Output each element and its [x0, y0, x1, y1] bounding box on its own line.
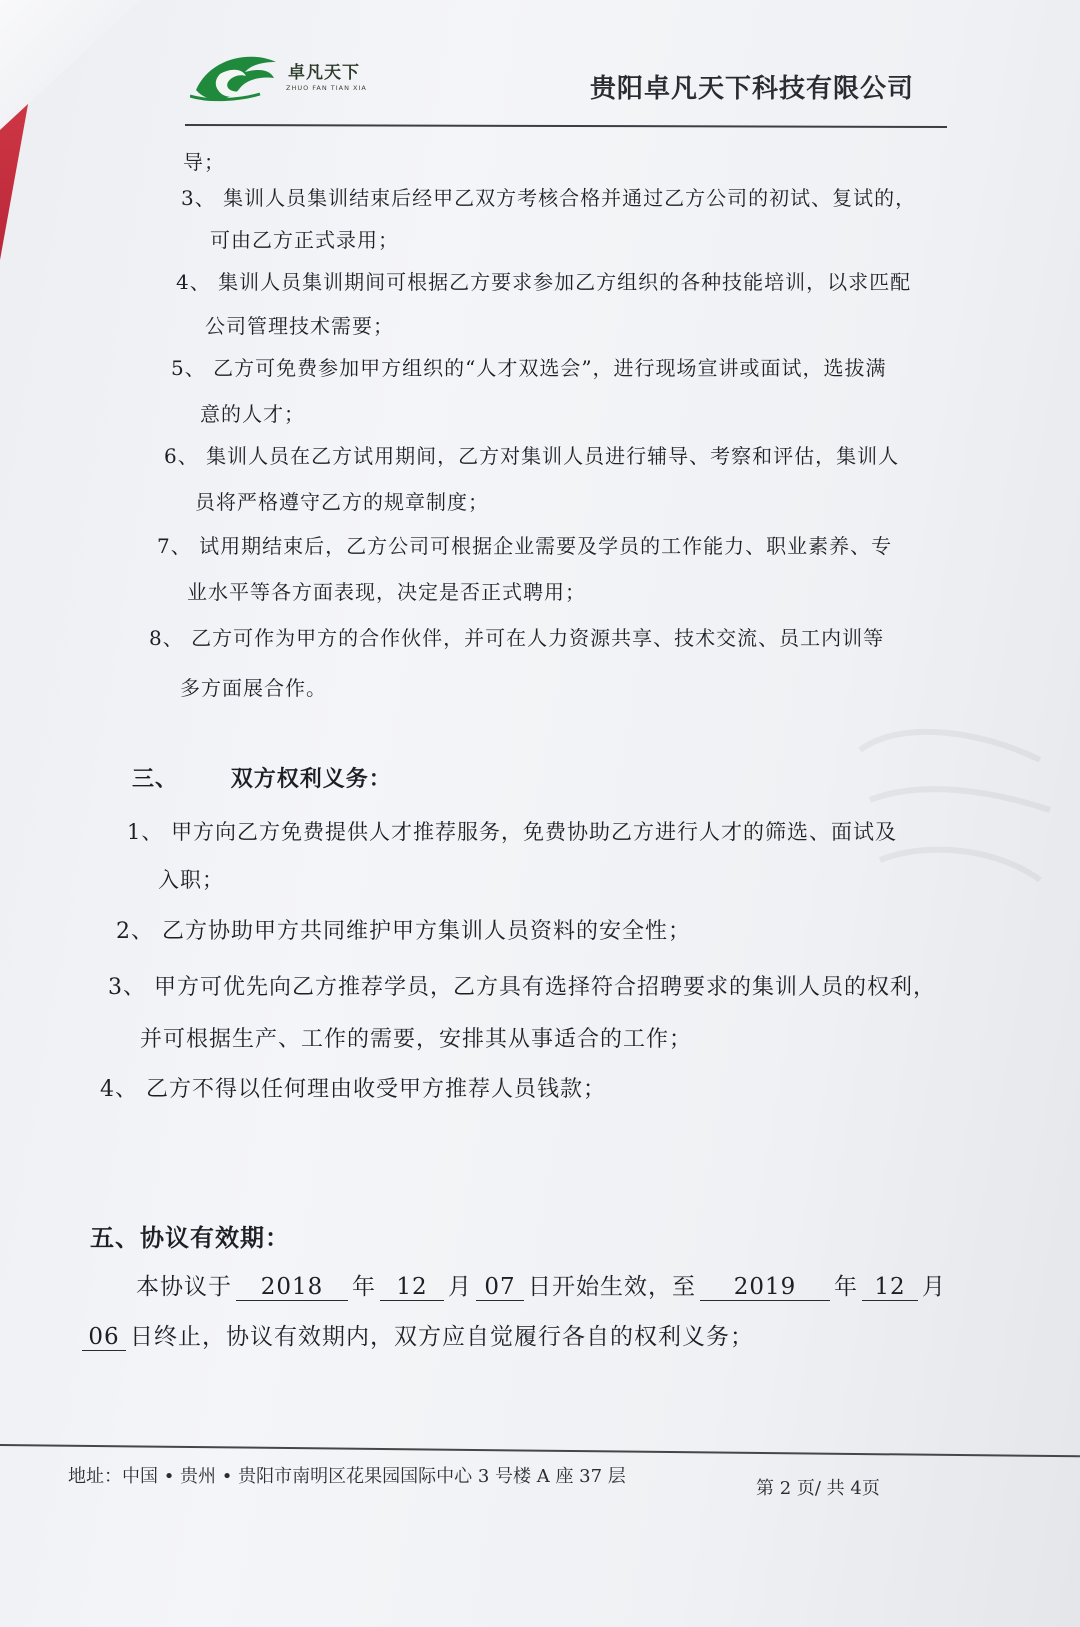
- item-number: 2、: [116, 919, 154, 944]
- month-label: 月: [448, 1274, 472, 1300]
- year-label: 年: [352, 1274, 376, 1300]
- page-number: 第 2 页/ 共 4页: [756, 1478, 880, 1499]
- folded-paper-corner: [0, 0, 140, 130]
- item-text: 集训人员在乙方试用期间，乙方对集训人员进行辅导、考察和评估，集训人: [206, 444, 900, 468]
- list-item: [176, 266, 911, 295]
- month-label: 月: [922, 1274, 946, 1300]
- item-text-continued: 业水平等各方面表现，决定是否正式聘用；: [187, 580, 586, 604]
- end-year-field: 2019: [700, 1274, 830, 1301]
- item-number: 6、: [164, 444, 199, 468]
- list-item: [181, 182, 916, 211]
- start-year-field: 2018: [236, 1274, 348, 1301]
- item-text: 乙方可免费参加甲方组织的“人才双选会”，进行现场宣讲或面试，选拔满: [213, 356, 887, 380]
- start-day-field: 07: [476, 1274, 524, 1301]
- header-divider: [185, 124, 947, 128]
- section-heading: [132, 762, 392, 793]
- list-item: [164, 440, 899, 469]
- item-number: 4、: [100, 1077, 138, 1102]
- list-item: [127, 816, 897, 846]
- logo-leaf-icon: [190, 50, 285, 106]
- faint-seal-mark: [840, 710, 1060, 910]
- item-number: 1、: [127, 820, 164, 844]
- list-item: [157, 530, 892, 559]
- item-text: 乙方协助甲方共同维护甲方集训人员资料的安全性；: [162, 919, 692, 944]
- item-number: 3、: [108, 975, 146, 1000]
- list-item: [100, 1072, 606, 1103]
- item-number: 4、: [176, 270, 211, 294]
- list-item: [171, 352, 887, 381]
- footer-address: 地址：中国 • 贵州 • 贵阳市南明区花果园国际中心 3 号楼 A 座 37 层: [68, 1466, 626, 1487]
- item-number: 5、: [171, 356, 206, 380]
- logo-chinese-text: 卓凡天下: [288, 63, 360, 83]
- item-text-continued: 并可根据生产、工作的需要，安排其从事适合的工作；: [140, 1027, 693, 1052]
- item-text: 集训人员集训期间可根据乙方要求参加乙方组织的各种技能培训，以求匹配: [218, 270, 912, 294]
- item-text-continued: 入职；: [158, 868, 224, 892]
- validity-text: 本协议于: [136, 1274, 232, 1300]
- item-text-continued: 可由乙方正式录用；: [210, 228, 399, 252]
- end-day-field: 06: [82, 1324, 126, 1351]
- section-number: 三、: [132, 766, 179, 792]
- lead-text: 导；: [183, 150, 225, 174]
- item-number: 7、: [157, 534, 192, 558]
- item-number: 8、: [149, 626, 184, 650]
- item-text: 试用期结束后，乙方公司可根据企业需要及学员的工作能力、职业素养、专: [199, 534, 893, 558]
- start-month-field: 12: [380, 1274, 444, 1301]
- item-text: 集训人员集训结束后经甲乙双方考核合格并通过乙方公司的初试、复试的，: [223, 186, 917, 210]
- item-text-continued: 公司管理技术需要；: [205, 314, 394, 338]
- list-item: [149, 622, 884, 651]
- list-item: [116, 914, 691, 945]
- year-label: 年: [834, 1274, 858, 1300]
- end-month-field: 12: [862, 1274, 918, 1301]
- list-item: [108, 970, 936, 1001]
- logo-english-text: ZHUO FAN TIAN XIA: [286, 84, 367, 92]
- company-logo: [190, 50, 400, 106]
- validity-text: 日终止，协议有效期内，双方应自觉履行各自的权利义务；: [130, 1324, 754, 1350]
- validity-paragraph-continued: [82, 1318, 754, 1351]
- company-name: 贵阳卓凡天下科技有限公司: [590, 74, 915, 104]
- item-text-continued: 员将严格遵守乙方的规章制度；: [195, 490, 489, 514]
- section-heading: 五、协议有效期：: [90, 1223, 290, 1252]
- validity-text: 日开始生效，至: [528, 1274, 696, 1300]
- item-text: 甲方向乙方免费提供人才推荐服务，免费协助乙方进行人才的筛选、面试及: [171, 820, 898, 844]
- item-text: 乙方可作为甲方的合作伙伴，并可在人力资源共享、技术交流、员工内训等: [191, 626, 885, 650]
- item-text-continued: 意的人才；: [200, 402, 305, 426]
- item-text: 甲方可优先向乙方推荐学员，乙方具有选择符合招聘要求的集训人员的权利，: [154, 975, 937, 1000]
- item-text: 乙方不得以任何理由收受甲方推荐人员钱款；: [146, 1077, 607, 1102]
- validity-paragraph: [136, 1268, 946, 1301]
- item-text-continued: 多方面展合作。: [180, 676, 327, 700]
- item-number: 3、: [181, 186, 216, 210]
- footer-divider: [0, 1444, 1080, 1457]
- section-title: 双方权利义务：: [230, 766, 392, 792]
